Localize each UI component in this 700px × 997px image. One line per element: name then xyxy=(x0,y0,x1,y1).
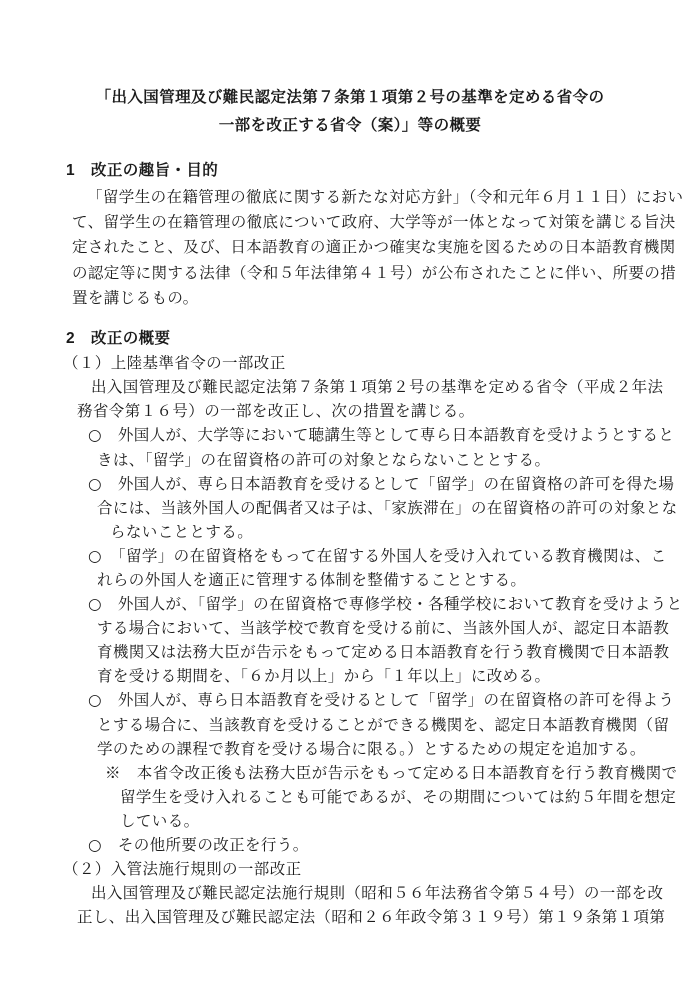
paragraph-line: 定されたこと、及び、日本語教育の適正かつ確実な実施を図るための日本語教育機関 xyxy=(72,238,676,257)
paragraph-line: の認定等に関する法律（令和５年法律第４１号）が公布されたことに伴い、所要の措 xyxy=(72,263,677,282)
bullet-line: 育を受ける期間を、「６か月以上」から「１年以上」に改める。 xyxy=(97,667,551,686)
bullet-item xyxy=(0,688,700,760)
section-1-paragraph xyxy=(0,185,700,311)
paragraph-line: 「留学生の在籍管理の徹底に関する新たな対応方針」（令和元年６月１１日）におい xyxy=(87,188,684,207)
note-line: している。 xyxy=(120,811,200,830)
paragraph-line: て、留学生の在籍管理の徹底について政府、大学等が一体となって対策を講じる旨決 xyxy=(72,213,676,232)
bullet-item xyxy=(0,592,700,688)
bullet-item xyxy=(0,423,700,471)
document-title xyxy=(0,0,700,140)
title-line-2: 一部を改正する省令（案）」等の概要 xyxy=(218,117,482,134)
note-line: ※ 本省令改正後も法務大臣が告示をもって定める日本語教育を行う教育機関で xyxy=(105,763,678,782)
bullet-line: 合には、当該外国人の配偶者又は子は、「家族滞在」の在留資格の許可の対象とな xyxy=(97,498,678,517)
note-line: 留学生を受け入れることも可能であるが、その期間については約５年間を想定 xyxy=(120,787,677,806)
bullet-line: ○ 外国人が、専ら日本語教育を受けるとして「留学」の在留資格の許可を得よう xyxy=(88,691,675,710)
bullet-line: とする場合に、当該教育を受けることができる機関を、認定日本語教育機関（留 xyxy=(97,715,670,734)
intro-line: 正し、出入国管理及び難民認定法（昭和２６年政令第３１９号）第１９条第１項第 xyxy=(77,908,666,927)
intro-line: 務省令第１６号）の一部を改正し、次の措置を講じる。 xyxy=(77,402,475,421)
intro-line: 出入国管理及び難民認定法施行規則（昭和５６年法務省令第５４号）の一部を改 xyxy=(91,884,664,903)
bullet-line: 学のための課程で教育を受ける場合に限る。）とするための規定を追加する。 xyxy=(97,739,646,758)
title-line-1: 「出入国管理及び難民認定法第７条第１項第２号の基準を定める省令の xyxy=(95,89,605,106)
bullet-item xyxy=(0,472,700,544)
note-item xyxy=(0,761,700,833)
bullet-item xyxy=(0,544,700,592)
bullet-line: 育機関又は法務大臣が告示をもって定める日本語教育を行う教育機関で日本語教 xyxy=(97,643,670,662)
bullet-line: ○ その他所要の改正を行う。 xyxy=(88,836,309,854)
paragraph-line: 置を講じるもの。 xyxy=(72,288,199,307)
bullet-line: ○ 外国人が、大学等において聴講生等として専ら日本語教育を受けようとすると xyxy=(88,426,675,445)
bullet-item xyxy=(0,833,700,857)
section-2-heading: 2 改正の概要 xyxy=(66,330,171,348)
intro-line: 出入国管理及び難民認定法第７条第１項第２号の基準を定める省令（平成２年法 xyxy=(91,378,664,397)
subsection-1-label: （１）上陸基準省令の一部改正 xyxy=(63,354,286,373)
section-1-heading: 1 改正の趣旨・目的 xyxy=(66,162,219,179)
subsection-2-label: （２）入管法施行規則の一部改正 xyxy=(63,860,302,879)
bullet-line: きは、「留学」の在留資格の許可の対象とならないこととする。 xyxy=(97,450,551,469)
bullet-line: ○ 外国人が、専ら日本語教育を受けるとして「留学」の在留資格の許可を得た場 xyxy=(88,474,675,493)
bullet-line: ○ 外国人が、「留学」の在留資格で専修学校・各種学校において教育を受けようと xyxy=(88,595,683,614)
bullet-line: らないこととする。 xyxy=(110,522,254,541)
bullet-line: ○ 「留学」の在留資格をもって在留する外国人を受け入れている教育機関は、こ xyxy=(88,546,667,565)
bullet-line: れらの外国人を適正に管理する体制を整備することとする。 xyxy=(97,570,527,589)
bullet-line: する場合において、当該学校で教育を受ける前に、当該外国人が、認定日本語教 xyxy=(97,619,670,638)
